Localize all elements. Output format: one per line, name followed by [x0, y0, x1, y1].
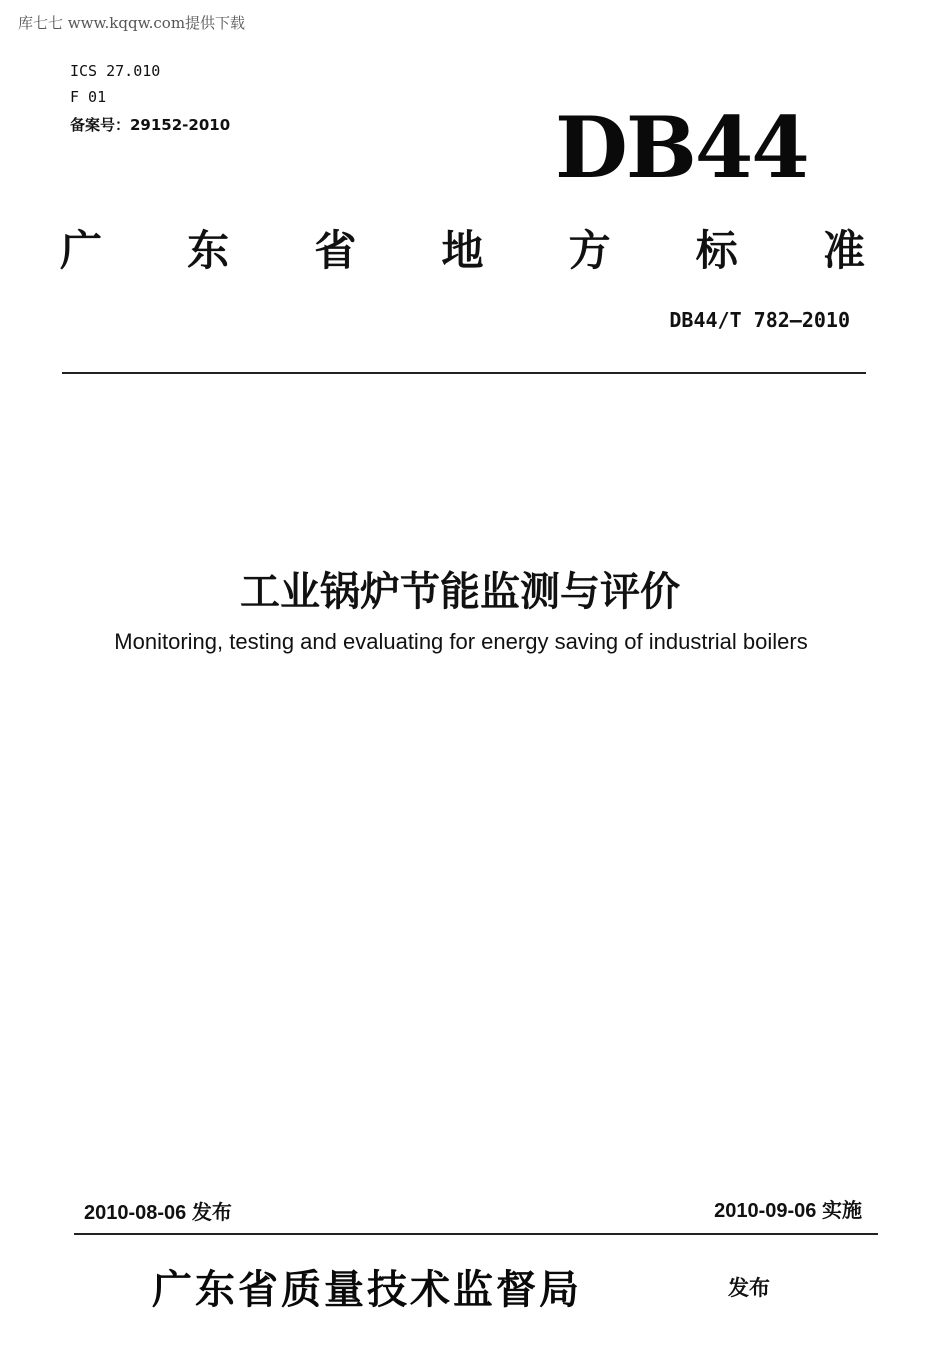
standard-type-char: 准: [822, 226, 865, 275]
standard-type-char: 地: [441, 226, 484, 275]
standard-type-char: 东: [187, 226, 230, 275]
standard-type-char: 方: [568, 226, 611, 275]
document-title-en: Monitoring, testing and evaluating for energy saving of industrial boilers: [114, 629, 808, 654]
bottom-divider: [74, 1233, 878, 1235]
issuing-authority: 广东省质量技术监督局: [152, 1266, 582, 1313]
issuing-authority-suffix: 发布: [728, 1276, 770, 1300]
ccs-code: F 01: [70, 88, 107, 106]
document-title-cn: 工业锅炉节能监测与评价: [240, 569, 680, 615]
standard-type-char: 广: [60, 226, 103, 275]
top-divider: [62, 372, 866, 374]
watermark-text: 库七七 www.kqqw.com提供下载: [18, 14, 246, 32]
filing-number: 备案号：29152-2010: [70, 116, 231, 134]
standard-type-heading: [60, 218, 865, 278]
issue-date: 2010-08-06 发布: [84, 1202, 232, 1224]
implementation-date: 2010-09-06 实施: [714, 1200, 862, 1222]
db44-logo: DB44: [555, 98, 808, 197]
standard-type-char: 省: [314, 226, 357, 275]
standard-type-char: 标: [695, 226, 738, 275]
ics-code: ICS 27.010: [70, 62, 161, 80]
standard-number: DB44/T 782—2010: [669, 308, 850, 332]
